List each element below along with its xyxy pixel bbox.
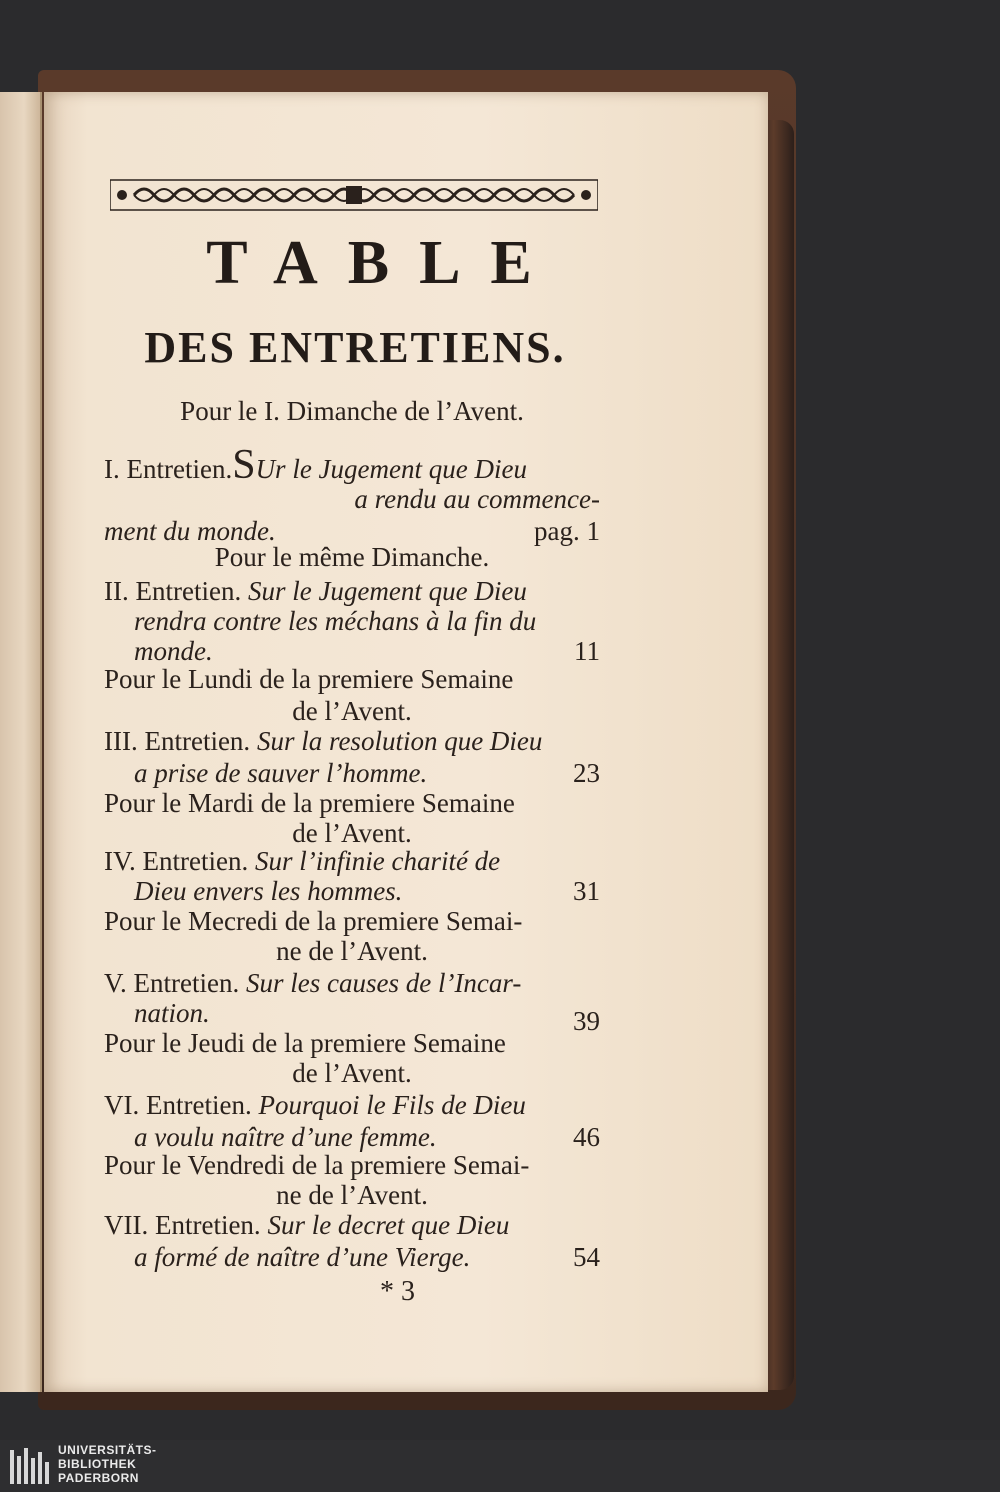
toc-entry-4 xyxy=(104,844,600,878)
entry-text: ment du monde. xyxy=(104,516,276,546)
toc-entry-1 xyxy=(104,442,600,488)
toc-entry-3 xyxy=(104,724,600,758)
entry-text: a formé de naître d’une Vierge. xyxy=(134,1242,471,1272)
page-number: 23 xyxy=(573,758,600,788)
page-number: pag. 1 xyxy=(534,516,600,546)
signature-mark: * 3 xyxy=(380,1276,415,1307)
ornament-band-icon xyxy=(110,178,598,212)
entry-label: I. Entretien. xyxy=(104,454,233,484)
toc-entry-2 xyxy=(104,574,600,608)
toc-heading: Pour le même Dimanche. xyxy=(214,542,490,572)
entry-text: Dieu envers les hommes. xyxy=(134,876,403,906)
toc-heading-line-2: de l’Avent. xyxy=(292,696,412,726)
entry-label: IV. Entretien. xyxy=(104,846,249,876)
section-heading: Pour le I. Dimanche de l’Avent. xyxy=(180,396,524,426)
toc-entry-2-line-2: rendra contre les méchans à la fin du xyxy=(134,606,537,636)
toc-heading: Pour le Jeudi de la premiere Semaine xyxy=(104,1028,506,1058)
page-subtitle: DES ENTRETIENS. xyxy=(144,323,566,372)
entry-label: VI. Entretien. xyxy=(104,1090,252,1120)
toc-heading-line-2: de l’Avent. xyxy=(292,818,412,848)
page-number: 31 xyxy=(573,876,600,906)
entry-label: V. Entretien. xyxy=(104,968,240,998)
entry-text: Sur la resolution que Dieu xyxy=(256,726,543,756)
page-number: 54 xyxy=(573,1242,600,1272)
toc-entry-7-line-2 xyxy=(104,1240,600,1274)
entry-text: Sur le decret que Dieu xyxy=(267,1210,510,1240)
toc-heading: Pour le Mardi de la premiere Semaine xyxy=(104,788,515,818)
toc-entry-3-line-2 xyxy=(104,756,600,790)
entry-text: a prise de sauver l’homme. xyxy=(134,758,428,788)
entry-label: II. Entretien. xyxy=(104,576,242,606)
toc-entry-6 xyxy=(104,1088,600,1122)
institution-name-line: PADERBORN xyxy=(58,1471,139,1485)
page-title: TABLE xyxy=(206,229,562,297)
left-page-edge xyxy=(0,92,42,1392)
toc-entry-5-line-2 xyxy=(104,996,600,1036)
entry-label: VII. Entretien. xyxy=(104,1210,261,1240)
entry-label: III. Entretien. xyxy=(104,726,251,756)
entry-text: nation. xyxy=(134,998,210,1028)
entry-text: monde. xyxy=(134,636,213,666)
entry-text: Ur le Jugement que Dieu xyxy=(255,454,527,484)
toc-heading-line-2: ne de l’Avent. xyxy=(276,936,428,966)
entry-text: Sur les causes de l’Incar- xyxy=(245,968,522,998)
page-number: 39 xyxy=(573,1006,600,1036)
page-number: 11 xyxy=(574,636,600,666)
entry-text: a voulu naître d’une femme. xyxy=(134,1122,437,1152)
toc-entry-4-line-2 xyxy=(104,874,600,908)
toc-heading: Pour le Lundi de la premiere Semaine xyxy=(104,664,514,694)
entry-text: Sur le Jugement que Dieu xyxy=(247,576,527,606)
toc-entry-1-line-2: a rendu au commence- xyxy=(354,484,600,514)
institution-name xyxy=(58,1443,157,1485)
toc-heading: Pour le Vendredi de la premiere Semai- xyxy=(104,1150,530,1180)
institution-name-line: BIBLIOTHEK xyxy=(58,1457,137,1471)
toc-entry-5 xyxy=(104,966,600,1000)
toc-heading-line-2: de l’Avent. xyxy=(292,1058,412,1088)
toc-entry-7 xyxy=(104,1208,600,1242)
toc-heading-line-2: ne de l’Avent. xyxy=(276,1180,428,1210)
university-logo-icon xyxy=(8,1444,52,1488)
page-number: 46 xyxy=(573,1122,600,1152)
entry-text: Pourquoi le Fils de Dieu xyxy=(258,1090,526,1120)
entry-text: Sur l’infinie charité de xyxy=(254,846,501,876)
institution-name-line: UNIVERSITÄTS- xyxy=(58,1443,157,1457)
toc-heading: Pour le Mecredi de la premiere Semai- xyxy=(104,906,523,936)
dropcap: S xyxy=(232,442,256,488)
